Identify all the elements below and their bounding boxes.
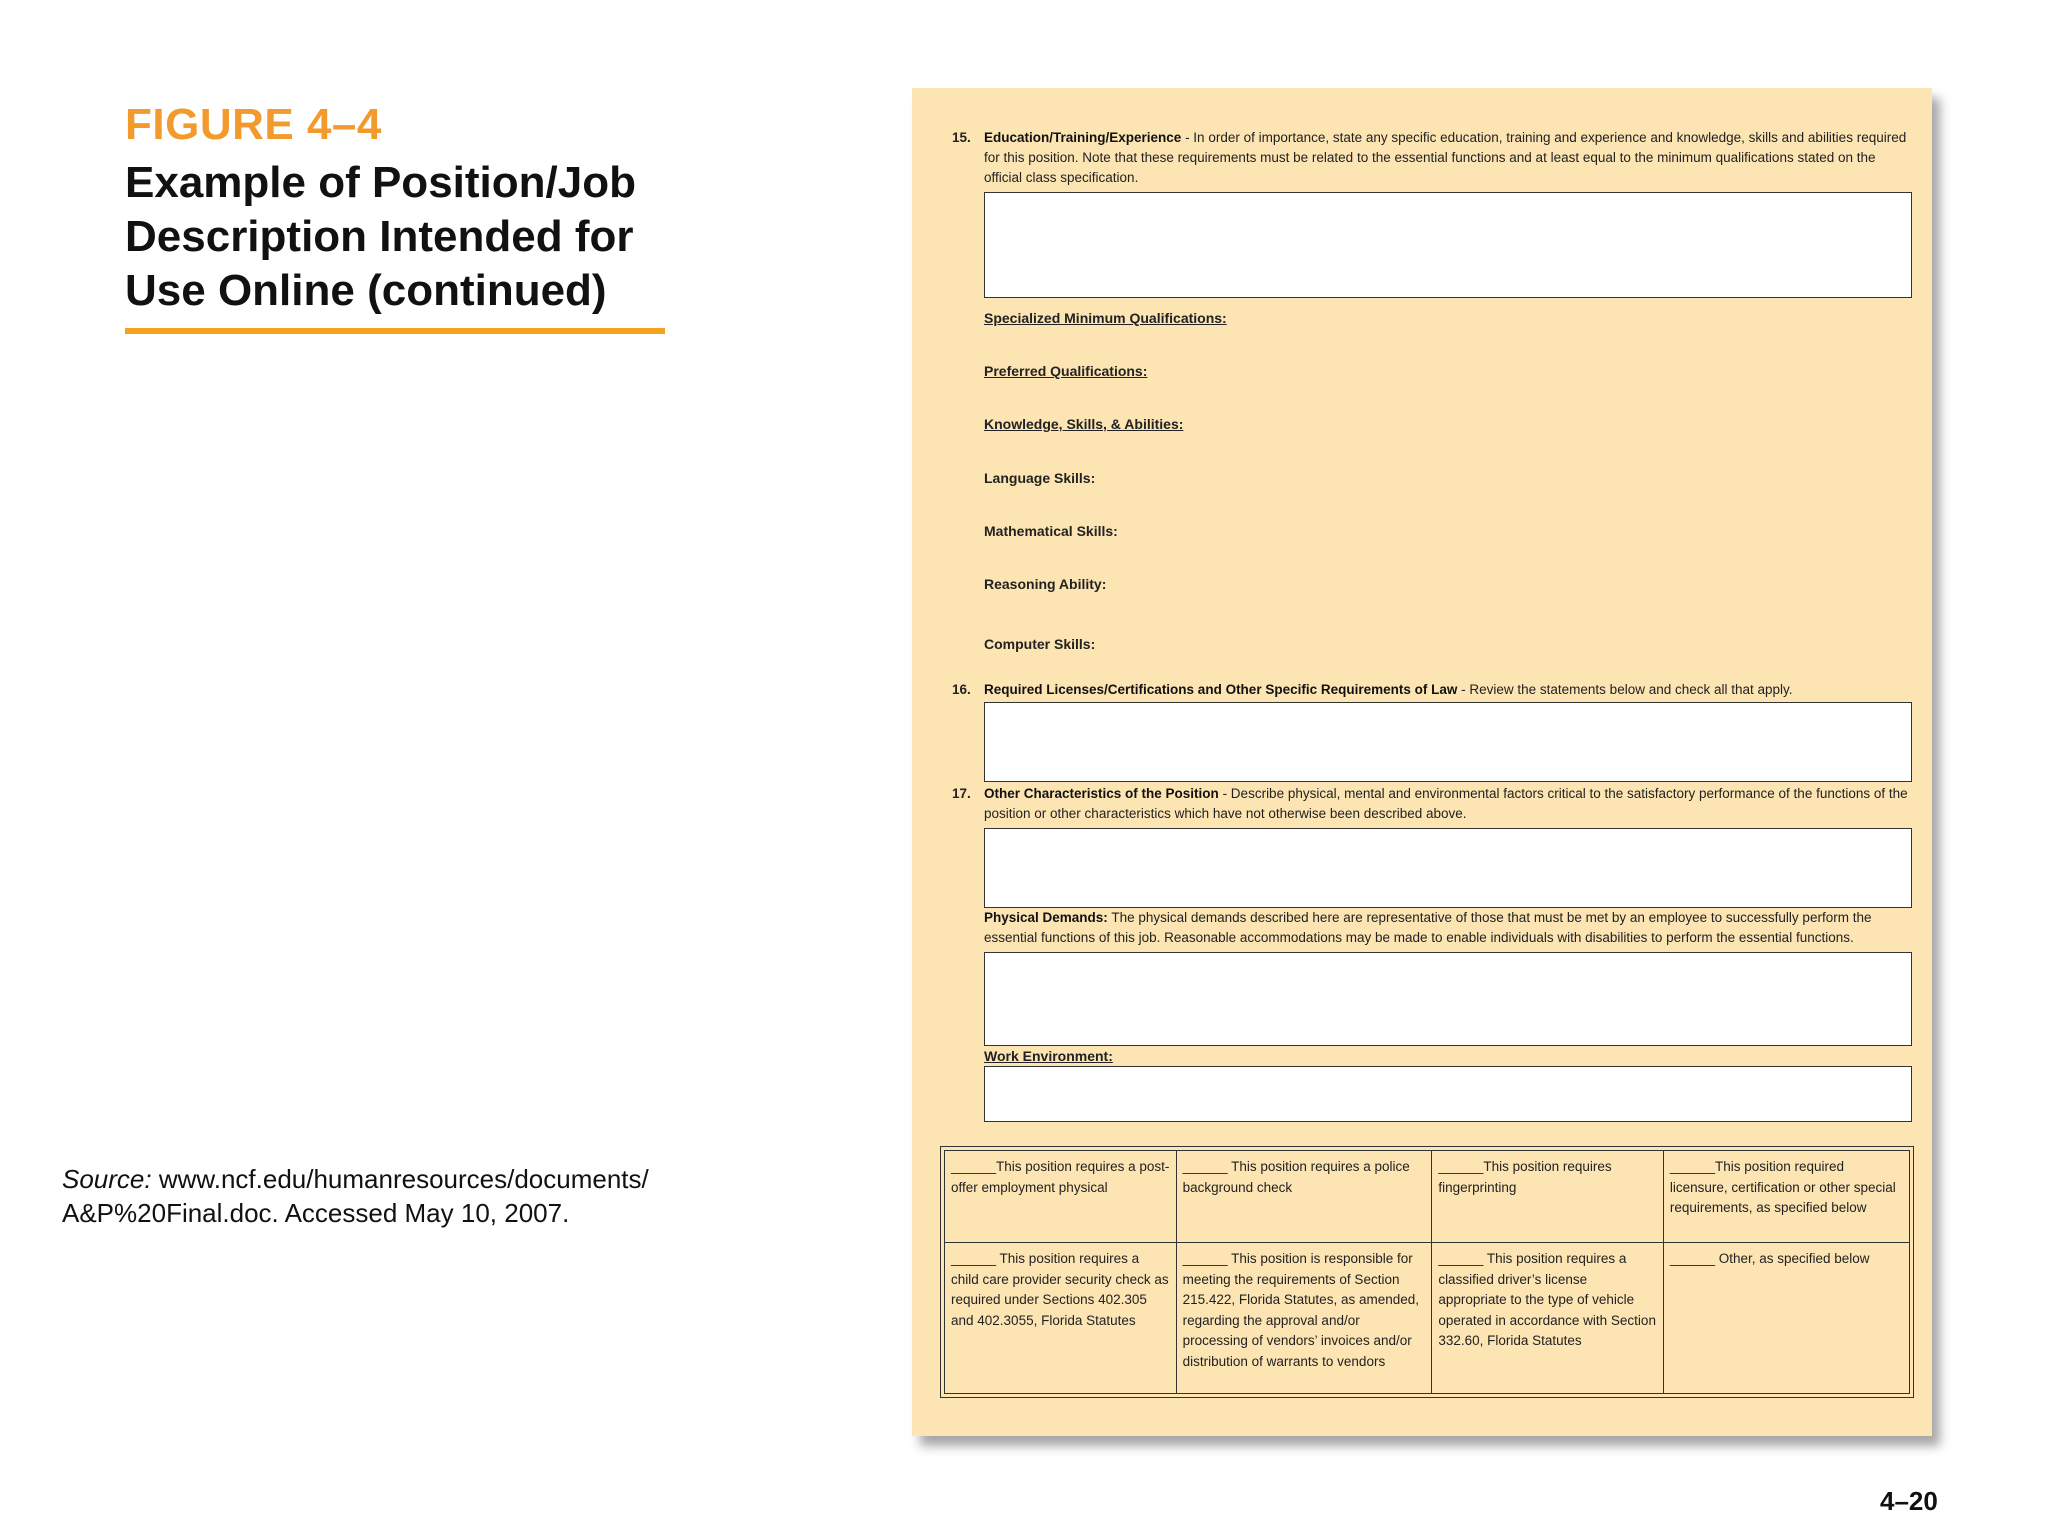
form-sheet	[912, 88, 1932, 1436]
checklist-row	[945, 1243, 1910, 1394]
item-15	[952, 128, 1912, 188]
item-16	[952, 680, 1912, 700]
checklist-table	[944, 1150, 1910, 1394]
item-17-heading: Other Characteristics of the Position	[984, 786, 1219, 801]
source-citation	[62, 1162, 702, 1230]
language-skills-label: Language Skills:	[984, 470, 1096, 486]
preferred-qualifications-label: Preferred Qualifications:	[984, 363, 1148, 379]
item-17-text: - Describe physical, mental and environmental factors critical to the satisfactory performance of the functions of the position or other characteristics which have not otherwise been described above.	[984, 786, 1908, 821]
item-16-heading: Required Licenses/Certifications and Other Specific Requirements of Law	[984, 682, 1458, 697]
licenses-textbox[interactable]	[984, 702, 1912, 782]
source-label: Source:	[62, 1164, 152, 1194]
mathematical-skills-label: Mathematical Skills:	[984, 523, 1118, 539]
specialized-qualifications-label: Specialized Minimum Qualifications:	[984, 310, 1227, 326]
requirements-checklist	[940, 1146, 1914, 1398]
check-police-background[interactable]: ______ This position requires a police background check	[1176, 1151, 1432, 1243]
physical-demands	[984, 908, 1912, 948]
item-15-text: - In order of importance, state any specific education, training and experience and knowledge, skills and abilities required for this position. Note that these requirements must be related to the essential functions and at least equal to the minimum qualifications stated on the official class specification.	[984, 130, 1907, 185]
check-child-care-security[interactable]: ______ This position requires a child care provider security check as required under Sections 402.305 and 402.3055, Florida Statutes	[945, 1243, 1177, 1394]
title-divider	[125, 328, 665, 334]
item-17-number: 17.	[952, 786, 971, 801]
item-15-number: 15.	[952, 130, 971, 145]
item-16-number: 16.	[952, 682, 971, 697]
source-text: www.ncf.edu/humanresources/documents/ A&P%20Final.doc. Accessed May 10, 2007.	[62, 1164, 649, 1228]
physical-demands-text: The physical demands described here are representative of those that must be met by an employee to successfully perform the essential functions of this job. Reasonable accommodations may be made to enable individuals with disabilities to perform the essential functions.	[984, 910, 1872, 945]
checklist-row	[945, 1151, 1910, 1243]
work-environment-label: Work Environment:	[984, 1048, 1113, 1064]
check-licensure[interactable]: ______This position required licensure, certification or other special requirements, as specified below	[1663, 1151, 1909, 1243]
work-environment-textbox[interactable]	[984, 1066, 1912, 1122]
item-17	[952, 784, 1912, 824]
check-other[interactable]: ______ Other, as specified below	[1663, 1243, 1909, 1394]
other-characteristics-textbox[interactable]	[984, 828, 1912, 908]
physical-demands-textbox[interactable]	[984, 952, 1912, 1046]
computer-skills-label: Computer Skills:	[984, 636, 1096, 652]
item-15-heading: Education/Training/Experience	[984, 130, 1182, 145]
check-employment-physical[interactable]: ______This position requires a post-offer employment physical	[945, 1151, 1177, 1243]
check-fingerprinting[interactable]: ______This position requires fingerprinting	[1432, 1151, 1664, 1243]
page-number: 4–20	[1880, 1486, 1938, 1516]
ksa-label: Knowledge, Skills, & Abilities:	[984, 416, 1184, 432]
figure-label: FIGURE 4–4	[125, 100, 382, 149]
check-vendor-invoices[interactable]: ______ This position is responsible for meeting the requirements of Section 215.422, Florida Statutes, as amended, regarding the approval and/or processing of vendors’ invoices and/or distribution of warrants to vendors	[1176, 1243, 1432, 1394]
reasoning-ability-label: Reasoning Ability:	[984, 576, 1107, 592]
check-drivers-license[interactable]: ______ This position requires a classified driver’s license appropriate to the type of vehicle operated in accordance with Section 332.60, Florida Statutes	[1432, 1243, 1664, 1394]
education-textbox[interactable]	[984, 192, 1912, 298]
item-16-text: - Review the statements below and check all that apply.	[1457, 682, 1793, 697]
physical-demands-heading: Physical Demands:	[984, 910, 1108, 925]
figure-title: Example of Position/Job Description Intended for Use Online (continued)	[125, 158, 636, 315]
